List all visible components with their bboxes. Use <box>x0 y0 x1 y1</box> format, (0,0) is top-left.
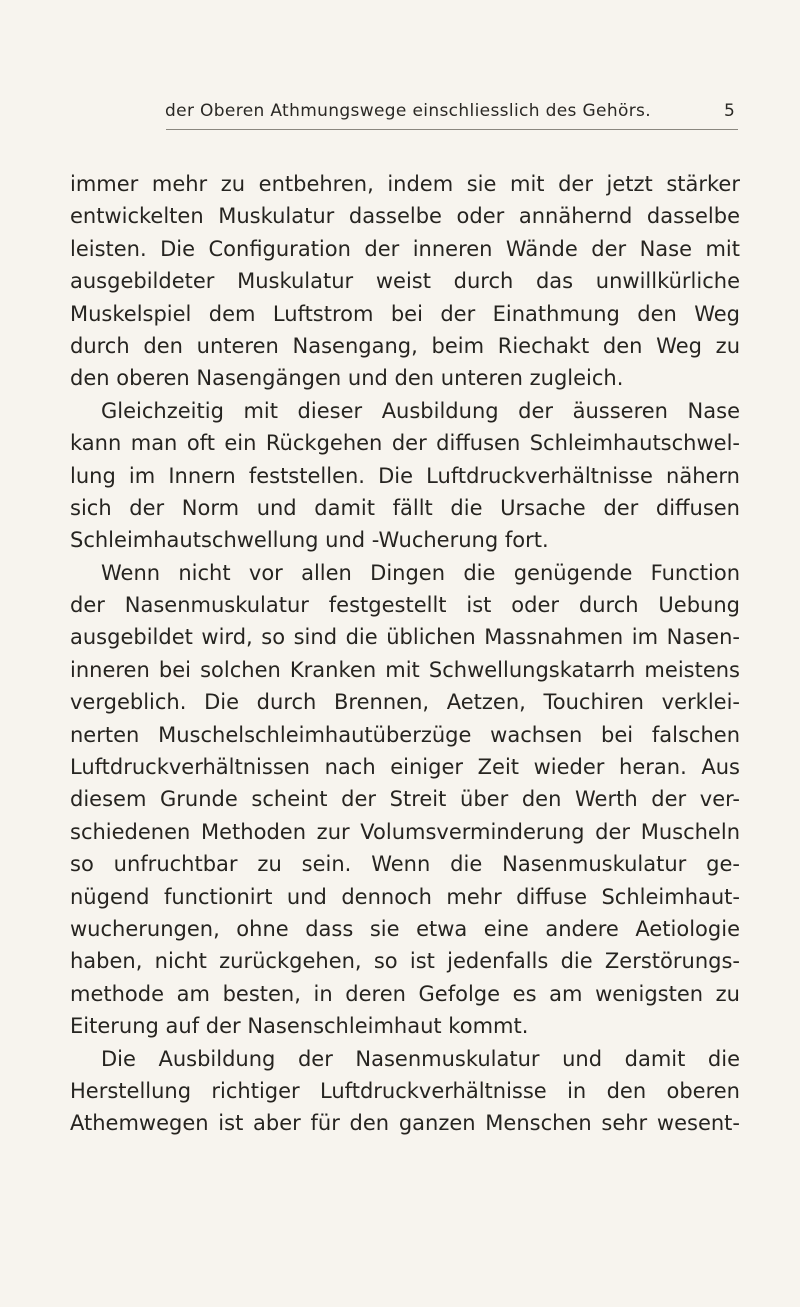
text-line: wucherungen, ohne dass sie etwa eine andere Aetiologie <box>70 916 740 941</box>
text-line: durch den unteren Nasengang, beim Riechakt den Weg zu <box>70 333 740 358</box>
text-line: Herstellung richtiger Luftdruckverhältnisse in den oberen <box>70 1078 740 1103</box>
text-line: nerten Muschelschleimhautüberzüge wachsen bei falschen <box>70 722 740 747</box>
text-line: kann man oft ein Rückgehen der diffusen Schleimhautschwel- <box>70 431 740 456</box>
text-line: Wenn nicht vor allen Dingen die genügende Function <box>101 560 740 585</box>
text-line: Luftdruckverhältnissen nach einiger Zeit wieder heran. Aus <box>70 755 740 780</box>
header-rule <box>166 129 738 130</box>
text-line: Die Ausbildung der Nasenmuskulatur und damit die <box>101 1046 740 1071</box>
text-line: sich der Norm und damit fällt die Ursache der diffusen <box>70 495 740 520</box>
text-line: Muskelspiel dem Luftstrom bei der Einathmung den Weg <box>70 301 740 326</box>
text-line: immer mehr zu entbehren, indem sie mit der jetzt stärker <box>70 172 740 196</box>
text-line: der Nasenmuskulatur festgestellt ist oder durch Uebung <box>70 593 740 618</box>
text-line: diesem Grunde scheint der Streit über den Werth der ver- <box>70 787 740 812</box>
text-line: lung im Innern feststellen. Die Luftdruckverhältnisse nähern <box>70 463 740 488</box>
text-line: so unfruchtbar zu sein. Wenn die Nasenmuskulatur ge- <box>70 852 740 877</box>
body-text <box>70 168 740 1140</box>
text-line: vergeblich. Die durch Brennen, Aetzen, Touchiren verklei- <box>70 690 740 715</box>
text-line: ausgebildet wird, so sind die üblichen Massnahmen im Nasen- <box>70 625 740 650</box>
page-number: 5 <box>724 101 735 121</box>
text-line: inneren bei solchen Kranken mit Schwellungskatarrh meistens <box>70 657 740 682</box>
text-line: ausgebildeter Muskulatur weist durch das unwillkürliche <box>70 269 740 294</box>
text-line: haben, nicht zurückgehen, so ist jedenfalls die Zerstörungs- <box>70 949 740 974</box>
text-line: Athemwegen ist aber für den ganzen Menschen sehr wesent- <box>70 1111 740 1136</box>
running-title: der Oberen Athmungswege einschliesslich des Gehörs. <box>165 101 652 121</box>
text-line: Schleimhautschwellung und -Wucherung fort. <box>70 528 549 553</box>
text-line: entwickelten Muskulatur dasselbe oder annähernd dasselbe <box>70 204 740 229</box>
text-line: schiedenen Methoden zur Volumsverminderung der Muscheln <box>70 819 740 844</box>
text-line: leisten. Die Configuration der inneren Wände der Nase mit <box>70 236 740 261</box>
text-line: methode am besten, in deren Gefolge es am wenigsten zu <box>70 981 740 1006</box>
text-line: nügend functionirt und dennoch mehr diffuse Schleimhaut- <box>70 884 740 909</box>
text-line: Gleichzeitig mit dieser Ausbildung der äusseren Nase <box>101 398 740 423</box>
text-line: Eiterung auf der Nasenschleimhaut kommt. <box>70 1014 529 1039</box>
text-line: den oberen Nasengängen und den unteren zugleich. <box>70 366 624 391</box>
